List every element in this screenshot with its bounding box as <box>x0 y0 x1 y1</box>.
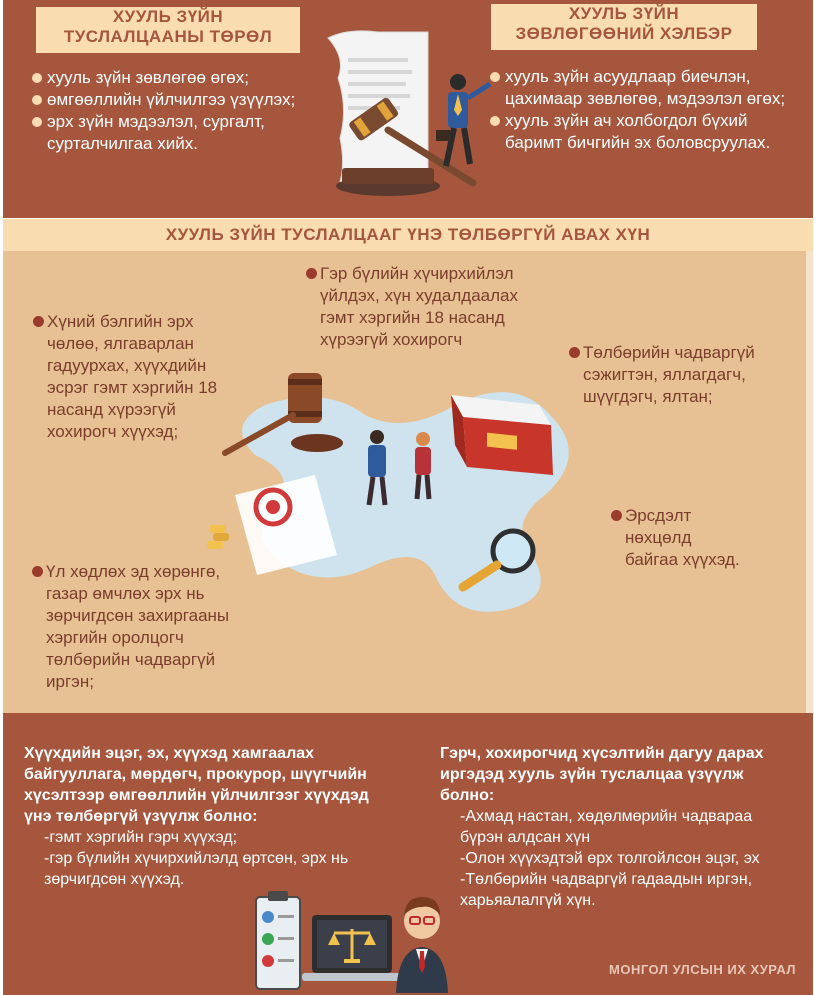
eligible-item-domestic-violence: Гэр бүлийн хүчирхийлэл үйлдэх, хүн худалдаалах гэмт хэргийн 18 насанд хүрээгүй хохирогч <box>320 263 520 351</box>
list-item: -Олон хүүхэдтэй өрх толгойлсон эцэг, эх <box>460 850 760 867</box>
bullet-icon <box>33 316 44 327</box>
list-item: эрх зүйн мэдээлэл, сургалт, сурталчилгаа хийх. <box>32 111 302 155</box>
legal-advice-forms-list <box>490 66 790 154</box>
bullet-icon <box>611 510 622 521</box>
list-item: өмгөөллийн үйлчилгээ үзүүлэх; <box>32 89 302 111</box>
witness-aid-heading: Гэрч, хохирогчид хүсэлтийн дагуу дарах иргэдэд хууль зүйн туслалцаа үзүүлж болно: <box>440 745 764 804</box>
witness-aid-block <box>440 743 792 911</box>
eligible-item-child-victim: Хүний бэлгийн эрх чөлөө, ялгаварлан гадуурхах, хүүхдийн эсрэг гэмт хэргийн 18 насанд хүрээгүй хохирогч хүүхэд; <box>47 311 227 443</box>
eligible-item-property-rights: Үл хөдлөх эд хөрөнгө, газар өмчлөх эрх нь зөрчигдсөн захиргааны хэргийн оролцогч төлбөрийн чадваргүй иргэн; <box>46 561 256 693</box>
bullet-icon <box>306 268 317 279</box>
free-legal-aid-heading: ХУУЛЬ ЗҮЙН ТУСЛАЛЦААГ ҮНЭ ТӨЛБӨРГҮЙ АВАХ ХҮН <box>3 219 813 251</box>
list-item: -гэмт хэргийн гэрч хүүхэд; <box>44 829 238 846</box>
bullet-icon <box>569 347 580 358</box>
list-item: -Төлбөрийн чадваргүй гадаадын иргэн, харьяалалгүй хүн. <box>460 871 753 909</box>
section-edge <box>806 251 813 713</box>
legal-aid-types-list <box>32 67 302 155</box>
lawyer-laptop-illustration <box>250 885 450 993</box>
list-item: -Ахмад настан, хөдөлмөрийн чадвараа бүрэн алдсан хүн <box>460 808 753 846</box>
bullet-icon <box>32 117 42 127</box>
law-book-label: LAW <box>491 435 514 446</box>
document-gavel-illustration <box>318 18 498 208</box>
list-item: хууль зүйн ач холбогдол бүхий баримт бичгийн эх боловсруулах. <box>490 110 790 154</box>
publisher-credit: МОНГОЛ УЛСЫН ИХ ХУРАЛ <box>609 962 796 977</box>
bullet-icon <box>32 95 42 105</box>
legal-scene-illustration <box>205 365 600 625</box>
list-item: хууль зүйн асуудлаар биечлэн, цахимаар зөвлөгөө, мэдээлэл өгөх; <box>490 66 790 110</box>
legal-aid-types-title: ХУУЛЬ ЗҮЙН ТУСЛАЛЦААНЫ ТӨРӨЛ <box>36 7 300 53</box>
bullet-icon <box>32 566 43 577</box>
list-item: хууль зүйн зөвлөгөө өгөх; <box>32 67 302 89</box>
child-defense-heading: Хүүхдийн эцэг, эх, хүүхэд хамгаалах байгууллага, мөрдөгч, прокурор, шүүгчийн хүсэлтээр өмгөөллийн үйлчилгээг хүүхдэд үнэ төлбөргүй үзүүлж болно: <box>24 745 369 825</box>
legal-advice-forms-title: ХУУЛЬ ЗҮЙН ЗӨВЛӨГӨӨНИЙ ХЭЛБЭР <box>491 4 757 50</box>
eligible-item-insolvent-suspect: Төлбөрийн чадваргүй сэжигтэн, яллагдагч, шүүгдэгч, ялтан; <box>583 342 773 408</box>
list-item: -гэр бүлийн хүчирхийлэлд өртсөн, эрх нь зөрчигдсөн хүүхэд. <box>44 850 349 888</box>
bullet-icon <box>32 73 42 83</box>
child-defense-block <box>24 743 394 890</box>
eligible-item-at-risk-child: Эрсдэлт нөхцөлд байгаа хүүхэд. <box>625 505 745 571</box>
